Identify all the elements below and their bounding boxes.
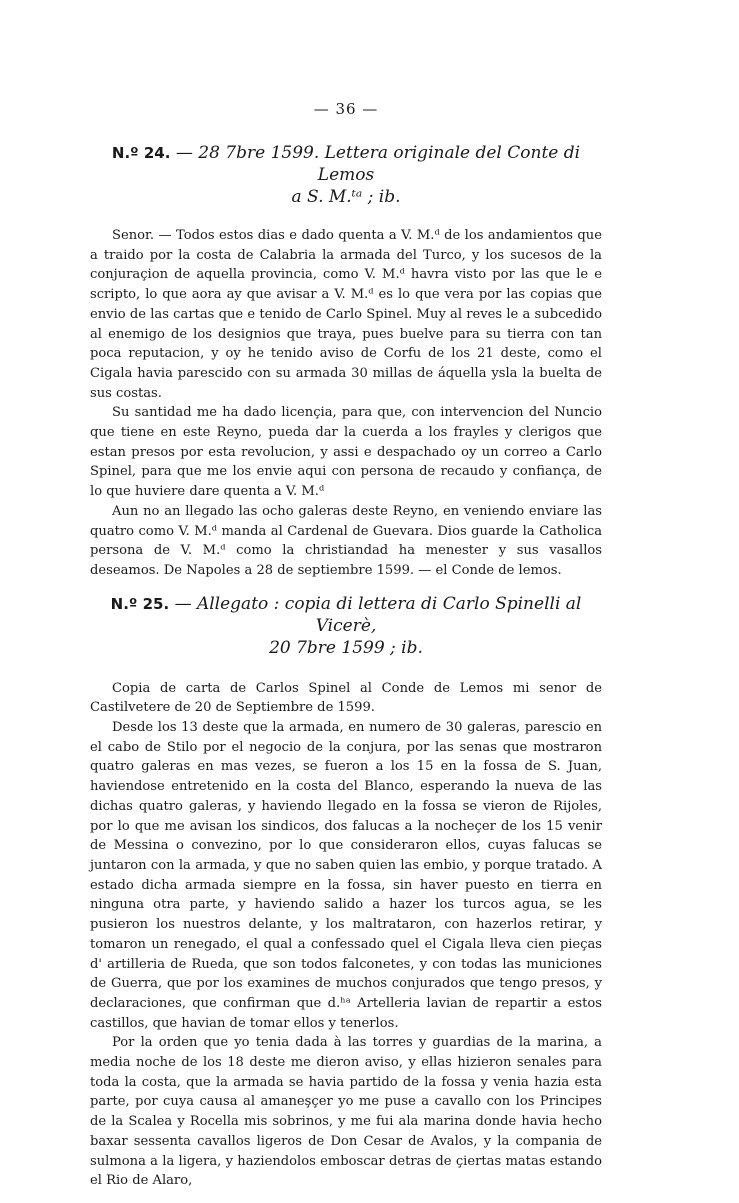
document-24 [90,142,602,581]
document-25 [90,593,602,1191]
paragraph: Desde los 13 deste que la armada, en numero de 30 galeras, parescio en el cabo de Stilo por el negocio de la conjura, por las senas que mostraron quatro galeras en mas vezes, se fueron a los 15 en la fossa de S. Juan, haviendose entretenido en la costa del Blanco, esperando la nueva de las dichas quatro galeras, y haviendo llegado en la fossa se vieron de Rijoles, por lo que me avisan los sindicos, dos falucas a la nocheçer de los 15 venir de Messina o convezino, por lo que consideraron ellos, cuyas falucas se juntaron con la armada, y que no saben quien las embio, y porque tratado. A estado dicha armada siempre en la fossa, sin haver puesto en tierra en ninguna otra parte, y haviendo salido a hazer los turcos agua, se les pusieron los nuestros delante, y los maltrataron, con hazerlos retirar, y tomaron un renegado, el qual a confessado quel el Cigala lleva cien pieças d' artilleria de Rueda, que son todos falconetes, y con todas las municiones de Guerra, que por los examines de muchos conjurados que tengo presos, y declaraciones, que confirman que d.ʰᵃ Artelleria lavian de repartir a estos castillos, que havian de tomar ellos y tenerlos. [90,720,602,1031]
document-number: N.º 25. [110,594,170,613]
document-title-line1: — Allegato : copia di lettera di Carlo Spinelli al Vicerè, [174,593,582,636]
document-heading [90,142,602,208]
paragraph: Por la orden que yo tenia dada à las torres y guardias de la marina, a media noche de los 18 deste me dieron aviso, y ellas hizieron senales para toda la costa, que la armada se havia partido de la fossa y venia hazia esta parte, por cuya causa al amaneşçer yo me puse a cavallo con los Principes de la Scalea y Rocella mis sobrinos, y me fui ala marina donde havia hecho baxar sessenta cavallos ligeros de Don Cesar de Avalos, y la compania de sulmona a la ligera, y haziendolos emboscar detras de çiertas matas estando el Rio de Alaro, [90,1035,602,1189]
paragraph: Su santidad me ha dado licençia, para que, con intervencion del Nuncio que tiene en este Reyno, pueda dar la cuerda a los frayles y clerigos que estan presos por esta revolucion, y assi e despachado oy un correo a Carlo Spinel, para que me los envie aqui con persona de recaudo y confiança, de lo que huviere dare quenta a V. M.ᵈ [90,405,602,500]
document-page [90,100,602,1203]
paragraph: Copia de carta de Carlos Spinel al Conde de Lemos mi senor de Castilvetere de 20 de Septiembre de 1599. [90,680,602,716]
document-title-line1: — 28 7bre 1599. Lettera originale del Conte di Lemos [175,143,581,185]
paragraph: Aun no an llegado las ocho galeras deste Reyno, en veniendo enviare las quatro como V. M.ᵈ manda al Cardenal de Guevara. Dios guarde la Catholica persona de V. M.ᵈ como la christiandad ha menester y sus vasallos deseamos. De Napoles a 28 de septiembre 1599. — el Conde de lemos. [90,503,602,578]
paragraph: Senor. — Todos estos dias e dado quenta a V. M.ᵈ de los andamientos que a traido por la costa de Calabria la armada del Turco, y los sucesos de la conjuraçion de aquella provincia, como V. M.ᵈ havra visto por las que le e scripto, lo que aora ay que avisar a V. M.ᵈ es lo que vera por las copias que envio de las cartas que e tenido de Carlo Spinel. Muy al reves le a subcedido al enemigo de los designios que traya, pues buelve para su tierra con tan poca reputacion, y oy he tenido aviso de Corfu de los 21 deste, como el Cigala havia parescido con su armada 30 millas de áquella ysla la buelta de sus costas. [90,228,602,401]
page-number: — 36 — [313,100,379,118]
document-title-line2: a S. M.ᵗᵃ ; ib. [291,187,401,207]
document-heading [90,593,602,659]
document-title-line2: 20 7bre 1599 ; ib. [269,637,423,658]
document-number: N.º 24. [111,144,171,162]
